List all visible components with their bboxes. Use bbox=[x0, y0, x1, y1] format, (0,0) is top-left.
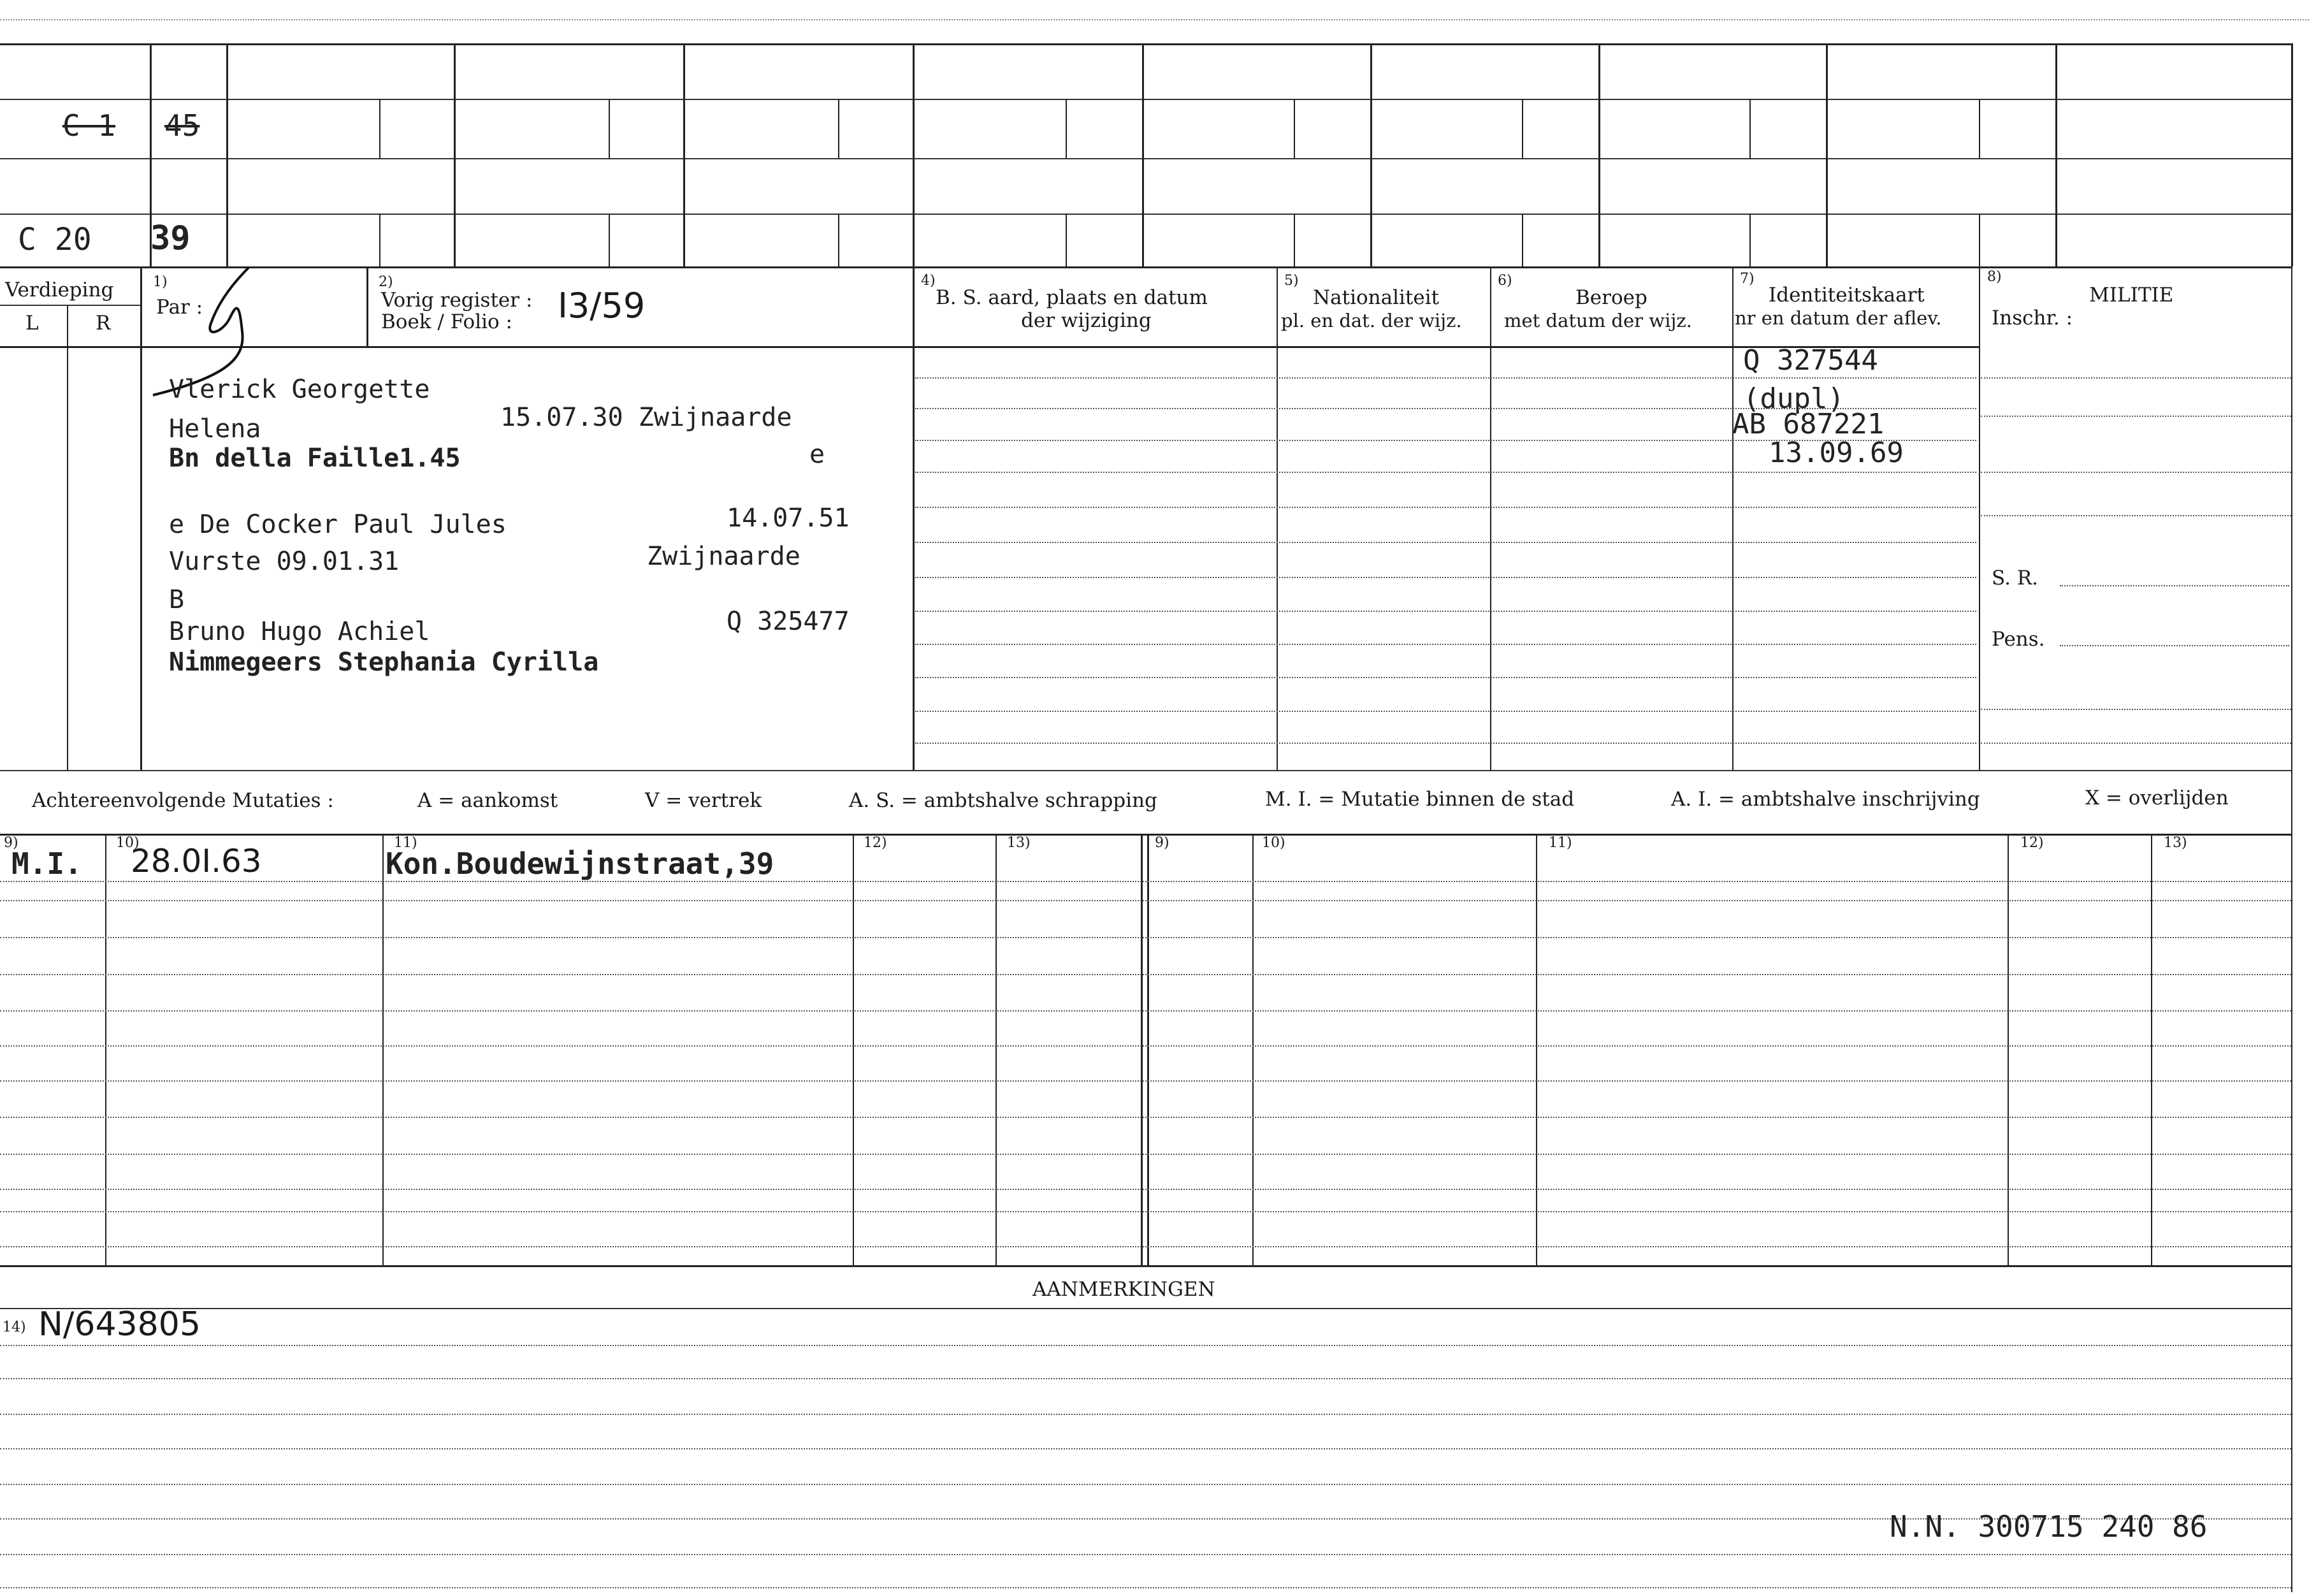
col1-number: 1) bbox=[153, 274, 168, 290]
id-header-2: nr en datum der aflev. bbox=[1735, 307, 1942, 329]
inschr-label: Inschr. : bbox=[1992, 307, 2073, 330]
mut-h9-right: 9) bbox=[1155, 835, 1169, 851]
remarks-value: N/643805 bbox=[38, 1305, 201, 1344]
verdieping-l: L bbox=[25, 312, 39, 335]
legend-title: Achtereenvolgende Mutaties : bbox=[32, 789, 334, 812]
top-row1-number: 45 bbox=[164, 108, 200, 143]
top-row2-number: 39 bbox=[150, 219, 191, 258]
mut-h10-right: 10) bbox=[1262, 835, 1285, 851]
boek-folio-label: Boek / Folio : bbox=[381, 310, 512, 333]
id-line-2: (dupl) bbox=[1743, 382, 1844, 415]
mut-h10-left: 10) bbox=[116, 835, 140, 851]
mut-h13-left: 13) bbox=[1007, 835, 1031, 851]
par-label: Par : bbox=[156, 296, 203, 319]
nat-header-2: pl. en dat. der wijz. bbox=[1281, 310, 1462, 331]
legend-mi: M. I. = Mutatie binnen de stad bbox=[1265, 788, 1575, 811]
id-line-3: AB 687221 bbox=[1732, 408, 1885, 440]
col6-number: 6) bbox=[1498, 273, 1512, 289]
col7-number: 7) bbox=[1740, 271, 1755, 287]
top-row1-code: C 1 bbox=[62, 108, 116, 143]
person-line-7: Bruno Hugo Achiel bbox=[169, 617, 430, 646]
id-header-1: Identiteitskaart bbox=[1769, 284, 1925, 307]
verdieping-label: Verdieping bbox=[5, 279, 114, 301]
col5-number: 5) bbox=[1284, 273, 1299, 289]
ber-header-1: Beroep bbox=[1575, 286, 1647, 309]
bs-header-1: B. S. aard, plaats en datum bbox=[936, 286, 1208, 309]
remarks-number: 14) bbox=[3, 1319, 26, 1335]
bs-header-2: der wijziging bbox=[1021, 309, 1152, 332]
footer-number: N.N. 300715 240 86 bbox=[1890, 1509, 2208, 1544]
legend-v: V = vertrek bbox=[645, 789, 762, 812]
id-line-4: 13.09.69 bbox=[1769, 437, 1904, 469]
person-line-5-place: Zwijnaarde bbox=[647, 542, 800, 571]
person-line-3: Bn della Faille1.45 bbox=[169, 444, 461, 473]
mut-h9-left: 9) bbox=[4, 835, 18, 851]
col4-number: 4) bbox=[921, 273, 936, 289]
legend-x: X = overlijden bbox=[2085, 787, 2229, 809]
person-line-5: Vurste 09.01.31 bbox=[169, 547, 400, 576]
person-line-8: Nimmegeers Stephania Cyrilla bbox=[169, 648, 599, 677]
mut-h12-left: 12) bbox=[864, 835, 887, 851]
person-line-7-id: Q 325477 bbox=[727, 607, 850, 636]
pens-label: Pens. bbox=[1992, 628, 2045, 651]
militie-header: MILITIE bbox=[2089, 284, 2174, 307]
person-line-3-e: e bbox=[809, 440, 825, 469]
vorig-register-label: Vorig register : bbox=[381, 289, 533, 312]
nat-header-1: Nationaliteit bbox=[1313, 286, 1440, 309]
person-line-2-date: 15.07.30 Zwijnaarde bbox=[500, 403, 792, 432]
mut-h11-left: 11) bbox=[394, 835, 417, 851]
mut-h12-right: 12) bbox=[2020, 835, 2044, 851]
legend-a: A = aankomst bbox=[417, 789, 558, 812]
mut-h11-right: 11) bbox=[1549, 835, 1572, 851]
person-line-4: e De Cocker Paul Jules bbox=[169, 510, 507, 539]
sr-label: S. R. bbox=[1992, 567, 2039, 590]
col8-number: 8) bbox=[1987, 269, 2002, 285]
mutation-address: Kon.Boudewijnstraat,39 bbox=[386, 846, 774, 881]
remarks-title: AANMERKINGEN bbox=[1032, 1278, 1215, 1301]
mut-h13-right: 13) bbox=[2164, 835, 2187, 851]
person-line-1: Vlerick Georgette bbox=[169, 375, 430, 404]
mutation-type: M.I. bbox=[11, 846, 82, 881]
verdieping-r: R bbox=[96, 312, 111, 335]
legend-ai: A. I. = ambtshalve inschrijving bbox=[1671, 788, 1980, 811]
person-line-2: Helena bbox=[169, 414, 261, 444]
register-value: I3/59 bbox=[558, 286, 646, 326]
person-line-6: B bbox=[169, 585, 185, 614]
id-line-1: Q 327544 bbox=[1743, 344, 1878, 377]
legend-as: A. S. = ambtshalve schrapping bbox=[849, 789, 1157, 812]
top-row2-code: C 20 bbox=[18, 222, 92, 258]
ber-header-2: met datum der wijz. bbox=[1504, 310, 1692, 331]
mutation-date: 28.0I.63 bbox=[131, 843, 262, 880]
col2-number: 2) bbox=[379, 274, 393, 290]
person-line-4-date: 14.07.51 bbox=[727, 504, 850, 533]
